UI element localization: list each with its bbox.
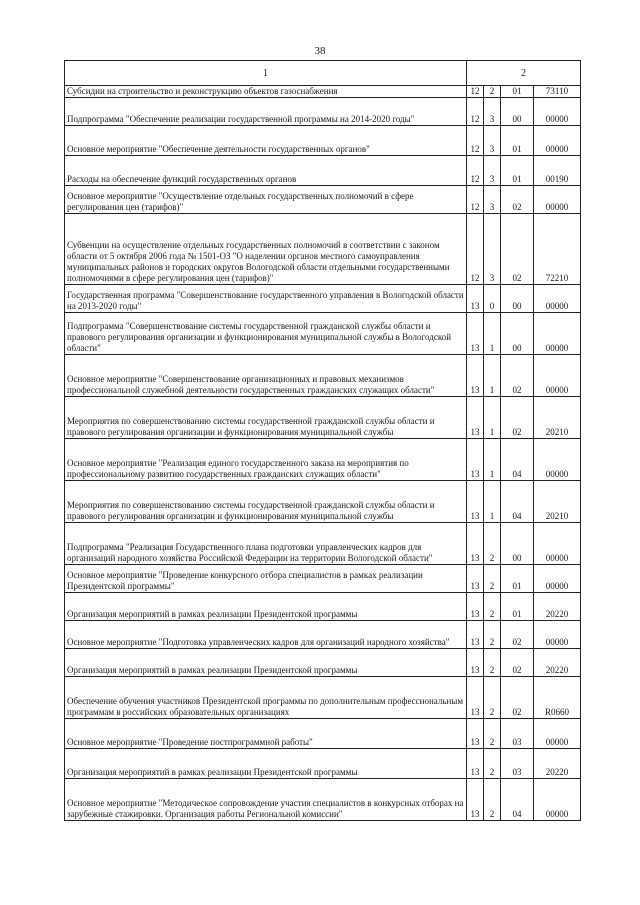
table-row bbox=[65, 86, 581, 98]
row-direction-code: R0660 bbox=[534, 677, 581, 719]
row-description: Мероприятия по совершенствованию системы государственной гражданской службы области и правового регулирования организации и функционирования муниципальной службы bbox=[65, 481, 467, 523]
row-section-code: 13 bbox=[467, 779, 484, 821]
row-direction-code: 00000 bbox=[534, 523, 581, 565]
row-description: Основное мероприятие "Реализация единого государственного заказа на мероприятия по профессиональному развитию государственных гражданских служащих области" bbox=[65, 439, 467, 481]
row-program-code: 0 bbox=[484, 285, 501, 313]
table-row bbox=[65, 397, 581, 439]
table-row bbox=[65, 214, 581, 285]
row-description: Обеспечение обучения участников Президентской программы по дополнительным профессиональным программам в российских образовательных организациях bbox=[65, 677, 467, 719]
row-section-code: 13 bbox=[467, 355, 484, 397]
row-direction-code: 20220 bbox=[534, 749, 581, 779]
table-row bbox=[65, 355, 581, 397]
row-direction-code: 00000 bbox=[534, 779, 581, 821]
row-direction-code: 00000 bbox=[534, 98, 581, 126]
row-section-code: 13 bbox=[467, 593, 484, 621]
row-description: Подпрограмма "Обеспечение реализации государственной программы на 2014-2020 годы" bbox=[65, 98, 467, 126]
row-direction-code: 00000 bbox=[534, 621, 581, 649]
row-program-code: 2 bbox=[484, 779, 501, 821]
row-program-code: 2 bbox=[484, 719, 501, 749]
row-subprogram-code: 01 bbox=[501, 86, 534, 98]
row-program-code: 3 bbox=[484, 186, 501, 214]
row-program-code: 2 bbox=[484, 677, 501, 719]
row-direction-code: 00000 bbox=[534, 285, 581, 313]
row-section-code: 12 bbox=[467, 98, 484, 126]
row-section-code: 13 bbox=[467, 313, 484, 355]
row-section-code: 12 bbox=[467, 214, 484, 285]
row-direction-code: 00000 bbox=[534, 355, 581, 397]
row-direction-code: 00000 bbox=[534, 565, 581, 593]
row-section-code: 12 bbox=[467, 126, 484, 156]
row-description: Основное мероприятие "Подготовка управленческих кадров для организаций народного хозяйства" bbox=[65, 621, 467, 649]
budget-table bbox=[64, 60, 581, 821]
row-program-code: 2 bbox=[484, 593, 501, 621]
row-subprogram-code: 03 bbox=[501, 749, 534, 779]
row-program-code: 2 bbox=[484, 649, 501, 677]
header-col-1: 1 bbox=[65, 61, 467, 86]
row-direction-code: 20210 bbox=[534, 481, 581, 523]
row-description: Субсидии на строительство и реконструкцию объектов газоснабжения bbox=[65, 86, 467, 98]
row-subprogram-code: 02 bbox=[501, 214, 534, 285]
row-description: Организация мероприятий в рамках реализации Президентской программы bbox=[65, 749, 467, 779]
row-section-code: 13 bbox=[467, 523, 484, 565]
row-section-code: 13 bbox=[467, 719, 484, 749]
row-subprogram-code: 00 bbox=[501, 523, 534, 565]
row-section-code: 12 bbox=[467, 86, 484, 98]
table-row bbox=[65, 126, 581, 156]
row-program-code: 3 bbox=[484, 156, 501, 186]
row-section-code: 13 bbox=[467, 481, 484, 523]
table-row bbox=[65, 621, 581, 649]
row-description: Подпрограмма "Реализация Государственного плана подготовки управленческих кадров для организаций народного хозяйства Российской Федерации на территории Вологодской области" bbox=[65, 523, 467, 565]
table-row bbox=[65, 719, 581, 749]
row-direction-code: 20220 bbox=[534, 649, 581, 677]
row-section-code: 13 bbox=[467, 649, 484, 677]
row-description: Основное мероприятие "Совершенствование организационных и правовых механизмов профессиональной служебной деятельности государственных гражданских служащих области" bbox=[65, 355, 467, 397]
table-row bbox=[65, 593, 581, 621]
row-program-code: 1 bbox=[484, 439, 501, 481]
row-description: Основное мероприятие "Осуществление отдельных государственных полномочий в сфере регулирования цен (тарифов)" bbox=[65, 186, 467, 214]
row-program-code: 2 bbox=[484, 621, 501, 649]
row-program-code: 2 bbox=[484, 523, 501, 565]
row-direction-code: 00000 bbox=[534, 313, 581, 355]
row-direction-code: 72210 bbox=[534, 214, 581, 285]
table-row bbox=[65, 285, 581, 313]
row-program-code: 2 bbox=[484, 565, 501, 593]
row-program-code: 1 bbox=[484, 481, 501, 523]
table-header-row bbox=[65, 61, 581, 86]
row-program-code: 3 bbox=[484, 126, 501, 156]
table-row bbox=[65, 749, 581, 779]
row-subprogram-code: 01 bbox=[501, 126, 534, 156]
row-program-code: 2 bbox=[484, 749, 501, 779]
row-description: Подпрограмма "Совершенствование системы государственной гражданской службы области и правового регулирования организации и функционирования муниципальной службы в Вологодской области" bbox=[65, 313, 467, 355]
row-direction-code: 00000 bbox=[534, 719, 581, 749]
row-description: Основное мероприятие "Проведение постпрограммной работы" bbox=[65, 719, 467, 749]
row-program-code: 3 bbox=[484, 98, 501, 126]
row-subprogram-code: 02 bbox=[501, 355, 534, 397]
row-subprogram-code: 00 bbox=[501, 285, 534, 313]
row-direction-code: 73110 bbox=[534, 86, 581, 98]
row-section-code: 12 bbox=[467, 156, 484, 186]
row-description: Расходы на обеспечение функций государственных органов bbox=[65, 156, 467, 186]
row-section-code: 13 bbox=[467, 285, 484, 313]
row-description: Основное мероприятие "Проведение конкурсного отбора специалистов в рамках реализации Президентской программы" bbox=[65, 565, 467, 593]
row-subprogram-code: 00 bbox=[501, 98, 534, 126]
table-row bbox=[65, 186, 581, 214]
row-subprogram-code: 04 bbox=[501, 439, 534, 481]
row-subprogram-code: 01 bbox=[501, 593, 534, 621]
table-row bbox=[65, 523, 581, 565]
table-row bbox=[65, 439, 581, 481]
row-direction-code: 20220 bbox=[534, 593, 581, 621]
row-section-code: 12 bbox=[467, 186, 484, 214]
row-description: Организация мероприятий в рамках реализации Президентской программы bbox=[65, 593, 467, 621]
table-row bbox=[65, 779, 581, 821]
row-program-code: 1 bbox=[484, 313, 501, 355]
row-description: Субвенции на осуществление отдельных государственных полномочий в соответствии с законом области от 5 октября 2006 года № 1501-ОЗ "О наделении органов местного самоуправления муниципальных районов и городских округов Вологодской области отдельными государственными полномочиями в сфере регулирования цен (тарифов)" bbox=[65, 214, 467, 285]
row-subprogram-code: 00 bbox=[501, 313, 534, 355]
row-subprogram-code: 02 bbox=[501, 677, 534, 719]
row-description: Основное мероприятие "Методическое сопровождение участия специалистов в конкурсных отборах на зарубежные стажировки. Организация работы Региональной комиссии" bbox=[65, 779, 467, 821]
table-row bbox=[65, 313, 581, 355]
row-section-code: 13 bbox=[467, 439, 484, 481]
row-section-code: 13 bbox=[467, 621, 484, 649]
page-number: 38 bbox=[314, 45, 326, 57]
row-program-code: 1 bbox=[484, 355, 501, 397]
row-direction-code: 00190 bbox=[534, 156, 581, 186]
table-row bbox=[65, 156, 581, 186]
row-subprogram-code: 03 bbox=[501, 719, 534, 749]
row-direction-code: 00000 bbox=[534, 439, 581, 481]
row-section-code: 13 bbox=[467, 565, 484, 593]
row-section-code: 13 bbox=[467, 749, 484, 779]
row-subprogram-code: 04 bbox=[501, 481, 534, 523]
row-description: Основное мероприятие "Обеспечение деятельности государственных органов" bbox=[65, 126, 467, 156]
header-col-2: 2 bbox=[467, 61, 581, 86]
row-section-code: 13 bbox=[467, 677, 484, 719]
row-program-code: 3 bbox=[484, 214, 501, 285]
row-description: Государственная программа "Совершенствование государственного управления в Вологодской области на 2013-2020 годы" bbox=[65, 285, 467, 313]
row-subprogram-code: 02 bbox=[501, 649, 534, 677]
table-row bbox=[65, 481, 581, 523]
row-direction-code: 20210 bbox=[534, 397, 581, 439]
row-program-code: 1 bbox=[484, 397, 501, 439]
row-description: Организация мероприятий в рамках реализации Президентской программы bbox=[65, 649, 467, 677]
table-row bbox=[65, 649, 581, 677]
row-program-code: 2 bbox=[484, 86, 501, 98]
table-row bbox=[65, 677, 581, 719]
row-subprogram-code: 02 bbox=[501, 186, 534, 214]
row-description: Мероприятия по совершенствованию системы государственной гражданской службы области и правового регулирования организации и функционирования муниципальной службы bbox=[65, 397, 467, 439]
row-subprogram-code: 01 bbox=[501, 156, 534, 186]
table-row bbox=[65, 98, 581, 126]
row-subprogram-code: 04 bbox=[501, 779, 534, 821]
row-direction-code: 00000 bbox=[534, 186, 581, 214]
row-section-code: 13 bbox=[467, 397, 484, 439]
table-row bbox=[65, 565, 581, 593]
row-subprogram-code: 02 bbox=[501, 397, 534, 439]
row-subprogram-code: 02 bbox=[501, 621, 534, 649]
row-direction-code: 00000 bbox=[534, 126, 581, 156]
row-subprogram-code: 01 bbox=[501, 565, 534, 593]
